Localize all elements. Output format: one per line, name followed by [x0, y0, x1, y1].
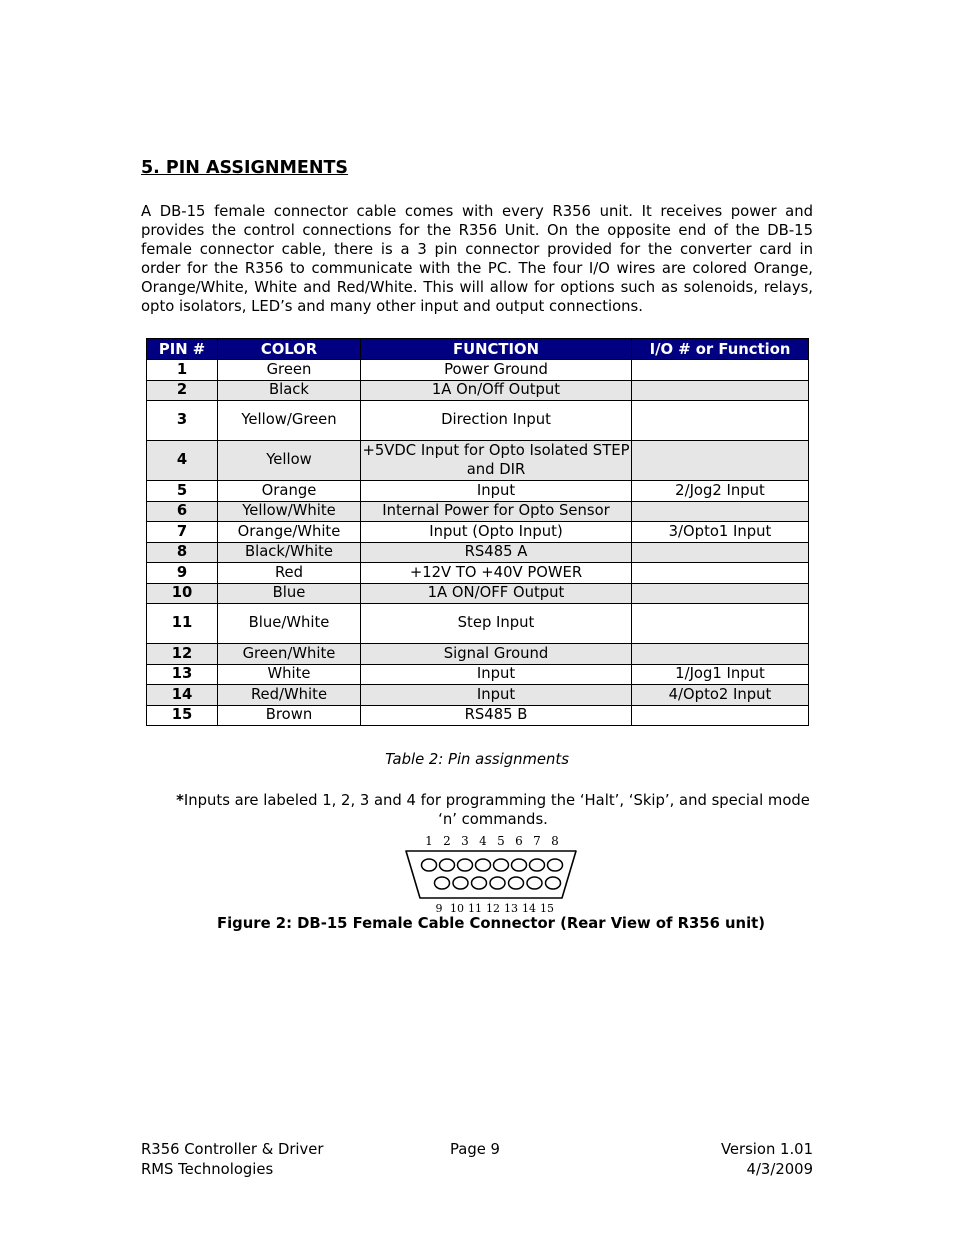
color-cell: Red/White: [218, 685, 361, 706]
function-cell: +12V TO +40V POWER: [361, 563, 632, 584]
pin-cell: 1: [147, 360, 218, 381]
pin-cell: 13: [147, 664, 218, 685]
pin-hole: [548, 859, 563, 871]
db15-connector-diagram: [401, 829, 581, 914]
pin-cell: 10: [147, 583, 218, 604]
table-row: [147, 644, 809, 665]
pin-hole: [494, 859, 509, 871]
table-row: [147, 604, 809, 644]
footer-company: RMS Technologies: [141, 1160, 274, 1178]
figure-caption: Figure 2: DB-15 Female Cable Connector (Rear View of R356 unit): [217, 915, 765, 932]
header-pin: PIN #: [147, 339, 218, 360]
color-cell: White: [218, 664, 361, 685]
note-text: Inputs are labeled 1, 2, 3 and 4 for programming the ‘Halt’, ‘Skip’, and special mode ‘n’ commands.: [183, 792, 810, 828]
function-cell: Input: [361, 685, 632, 706]
pin-cell: 5: [147, 481, 218, 502]
function-cell: Power Ground: [361, 360, 632, 381]
table-row: [147, 685, 809, 706]
io-cell: [632, 441, 809, 481]
pin-cell: 3: [147, 401, 218, 441]
io-cell: [632, 501, 809, 522]
pin-cell: 7: [147, 522, 218, 543]
io-cell: [632, 583, 809, 604]
header-io: I/O # or Function: [632, 339, 809, 360]
function-cell: 1A ON/OFF Output: [361, 583, 632, 604]
pin-label-bottom: 13: [504, 902, 518, 914]
color-cell: Orange: [218, 481, 361, 502]
pin-label-top: 2: [443, 834, 451, 848]
pin-label-bottom: 11: [468, 902, 482, 914]
pin-hole: [422, 859, 437, 871]
pin-cell: 12: [147, 644, 218, 665]
header-function: FUNCTION: [361, 339, 632, 360]
pin-hole: [472, 877, 487, 889]
function-cell: Internal Power for Opto Sensor: [361, 501, 632, 522]
pin-cell: 11: [147, 604, 218, 644]
footer-right: [721, 1140, 813, 1179]
color-cell: Red: [218, 563, 361, 584]
pin-hole: [435, 877, 450, 889]
pin-label-bottom: 9: [435, 902, 443, 914]
pin-label-top: 6: [515, 834, 523, 848]
color-cell: Yellow/White: [218, 501, 361, 522]
intro-paragraph: A DB-15 female connector cable comes with every R356 unit. It receives power and provides the control connections for the R356 Unit. On the opposite end of the DB-15 female connector cable, there is a 3 pin connector provided for the converter card in order for the R356 to communicate with the PC. The four I/O wires are colored Orange, Orange/White, White and Red/White. This will allow for options such as solenoids, relays, opto isolators, LED’s and many other input and output connections.: [141, 203, 813, 315]
table-row: [147, 401, 809, 441]
pin-label-top: 1: [425, 834, 433, 848]
pin-cell: 6: [147, 501, 218, 522]
footer-left: [141, 1140, 324, 1179]
io-cell: [632, 542, 809, 563]
function-cell: Input: [361, 664, 632, 685]
table-row: [147, 360, 809, 381]
color-cell: Yellow: [218, 441, 361, 481]
color-cell: Black: [218, 380, 361, 401]
io-cell: [632, 604, 809, 644]
pin-cell: 4: [147, 441, 218, 481]
pin-assignments-table: [146, 338, 809, 726]
note-asterisk: *: [176, 792, 184, 809]
function-cell: Step Input: [361, 604, 632, 644]
pin-label-bottom: 14: [522, 902, 536, 914]
io-cell: 2/Jog2 Input: [632, 481, 809, 502]
color-cell: Orange/White: [218, 522, 361, 543]
pin-hole: [453, 877, 468, 889]
pin-hole: [509, 877, 524, 889]
footer-product: R356 Controller & Driver: [141, 1141, 324, 1158]
io-cell: 3/Opto1 Input: [632, 522, 809, 543]
pin-label-top: 7: [533, 834, 541, 848]
io-cell: [632, 563, 809, 584]
pin-label-top: 8: [551, 834, 559, 848]
table-header-row: [147, 339, 809, 360]
pin-hole: [530, 859, 545, 871]
pin-hole: [440, 859, 455, 871]
pin-label-top: 5: [497, 834, 505, 848]
pin-label-top: 3: [461, 834, 469, 848]
table-row: [147, 542, 809, 563]
function-cell: RS485 A: [361, 542, 632, 563]
table-row: [147, 664, 809, 685]
pin-label-bottom: 10: [450, 902, 464, 914]
color-cell: Blue: [218, 583, 361, 604]
function-cell: Input: [361, 481, 632, 502]
pin-label-top: 4: [479, 834, 487, 848]
color-cell: Green/White: [218, 644, 361, 665]
footer-page-number: Page 9: [450, 1141, 500, 1158]
color-cell: Blue/White: [218, 604, 361, 644]
pin-hole: [527, 877, 542, 889]
connector-shell: [406, 851, 576, 898]
function-cell: Signal Ground: [361, 644, 632, 665]
color-cell: Yellow/Green: [218, 401, 361, 441]
io-cell: 1/Jog1 Input: [632, 664, 809, 685]
pin-cell: 2: [147, 380, 218, 401]
function-cell: Direction Input: [361, 401, 632, 441]
table-row: [147, 501, 809, 522]
pin-hole: [512, 859, 527, 871]
io-cell: [632, 401, 809, 441]
pin-hole: [476, 859, 491, 871]
section-heading: 5. PIN ASSIGNMENTS: [141, 158, 349, 178]
function-cell: +5VDC Input for Opto Isolated STEP and DIR: [361, 441, 632, 481]
io-cell: [632, 380, 809, 401]
function-cell: 1A On/Off Output: [361, 380, 632, 401]
io-cell: [632, 705, 809, 726]
footer-date: 4/3/2009: [746, 1160, 813, 1178]
function-cell: RS485 B: [361, 705, 632, 726]
color-cell: Black/White: [218, 542, 361, 563]
table-row: [147, 380, 809, 401]
header-color: COLOR: [218, 339, 361, 360]
pin-cell: 14: [147, 685, 218, 706]
pin-hole: [490, 877, 505, 889]
pin-label-bottom: 15: [540, 902, 554, 914]
io-cell: 4/Opto2 Input: [632, 685, 809, 706]
function-cell: Input (Opto Input): [361, 522, 632, 543]
footer-version: Version 1.01: [720, 1141, 813, 1158]
color-cell: Brown: [218, 705, 361, 726]
pin-hole: [546, 877, 561, 889]
pin-label-bottom: 12: [486, 902, 500, 914]
table-caption: Table 2: Pin assignments: [385, 751, 569, 768]
table-row: [147, 441, 809, 481]
pin-cell: 15: [147, 705, 218, 726]
table-row: [147, 583, 809, 604]
pin-cell: 8: [147, 542, 218, 563]
table-row: [147, 705, 809, 726]
table-row: [147, 563, 809, 584]
pin-cell: 9: [147, 563, 218, 584]
io-cell: [632, 644, 809, 665]
pin-hole: [458, 859, 473, 871]
table-row: [147, 481, 809, 502]
table-row: [147, 522, 809, 543]
io-cell: [632, 360, 809, 381]
color-cell: Green: [218, 360, 361, 381]
inputs-note: [170, 791, 816, 829]
